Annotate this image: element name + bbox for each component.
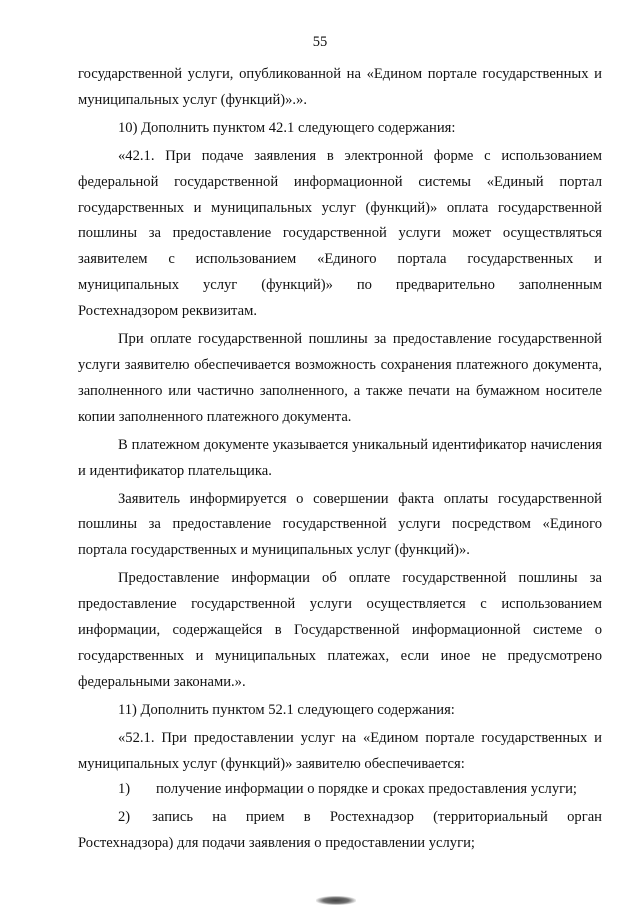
paragraph-applicant-informed: Заявитель информируется о совершении факта оплаты государственной пошлины за предоставление государственной услуги посредством «Единого портала государственных и муниципальных услуг (функций)». bbox=[78, 490, 602, 559]
list-item-text: запись на прием в Ростехнадзор (территориальный орган Ростехнадзора) для подачи заявления о предоставлении услуги; bbox=[78, 809, 602, 852]
paragraph-information-provision: Предоставление информации об оплате государственной пошлины за предоставление государственной услуги осуществляется с использованием информации, содержащейся в Государственной информационной системе о государственных и муниципальных платежах, если иное не предусмотрено федеральными законами.». bbox=[78, 570, 602, 690]
scan-mark bbox=[316, 896, 356, 905]
document-body bbox=[78, 62, 602, 857]
list-item-number: 2) bbox=[118, 809, 131, 826]
paragraph-clause-52-1: «52.1. При предоставлении услуг на «Едином портале государственных и муниципальных услуг (функций)» заявителю обеспечивается: bbox=[78, 729, 602, 772]
paragraph-identifier: В платежном документе указывается уникальный идентификатор начисления и идентификатор плательщика. bbox=[78, 436, 602, 479]
paragraph-amendment-10: 10) Дополнить пунктом 42.1 следующего содержания: bbox=[118, 119, 456, 136]
paragraph-continuation: государственной услуги, опубликованной на «Едином портале государственных и муниципальных услуг (функций)».». bbox=[78, 66, 602, 108]
list-item-text: получение информации о порядке и сроках предоставления услуги; bbox=[156, 781, 577, 798]
page-number: 55 bbox=[312, 34, 328, 50]
list-item-number: 1) bbox=[118, 781, 131, 798]
paragraph-payment-document: При оплате государственной пошлины за предоставление государственной услуги заявителю обеспечивается возможность сохранения платежного документа, заполненного или частично заполненного, а также печати на бумажном носителе копии заполненного платежного документа. bbox=[78, 331, 602, 425]
list-item bbox=[78, 777, 602, 803]
paragraph-clause-42-1: «42.1. При подаче заявления в электронной форме с использованием федеральной государственной информационной системы «Единый портал государственных и муниципальных услуг (функций)» оплата государственной пошлины за предоставление государственной услуги может осуществляться заявителем с использованием «Единого портала государственных и муниципальных услуг (функций)» по предварительно заполненным Ростехнадзором реквизитам. bbox=[78, 147, 602, 320]
paragraph-amendment-11: 11) Дополнить пунктом 52.1 следующего содержания: bbox=[118, 701, 455, 718]
list-item bbox=[78, 805, 602, 857]
